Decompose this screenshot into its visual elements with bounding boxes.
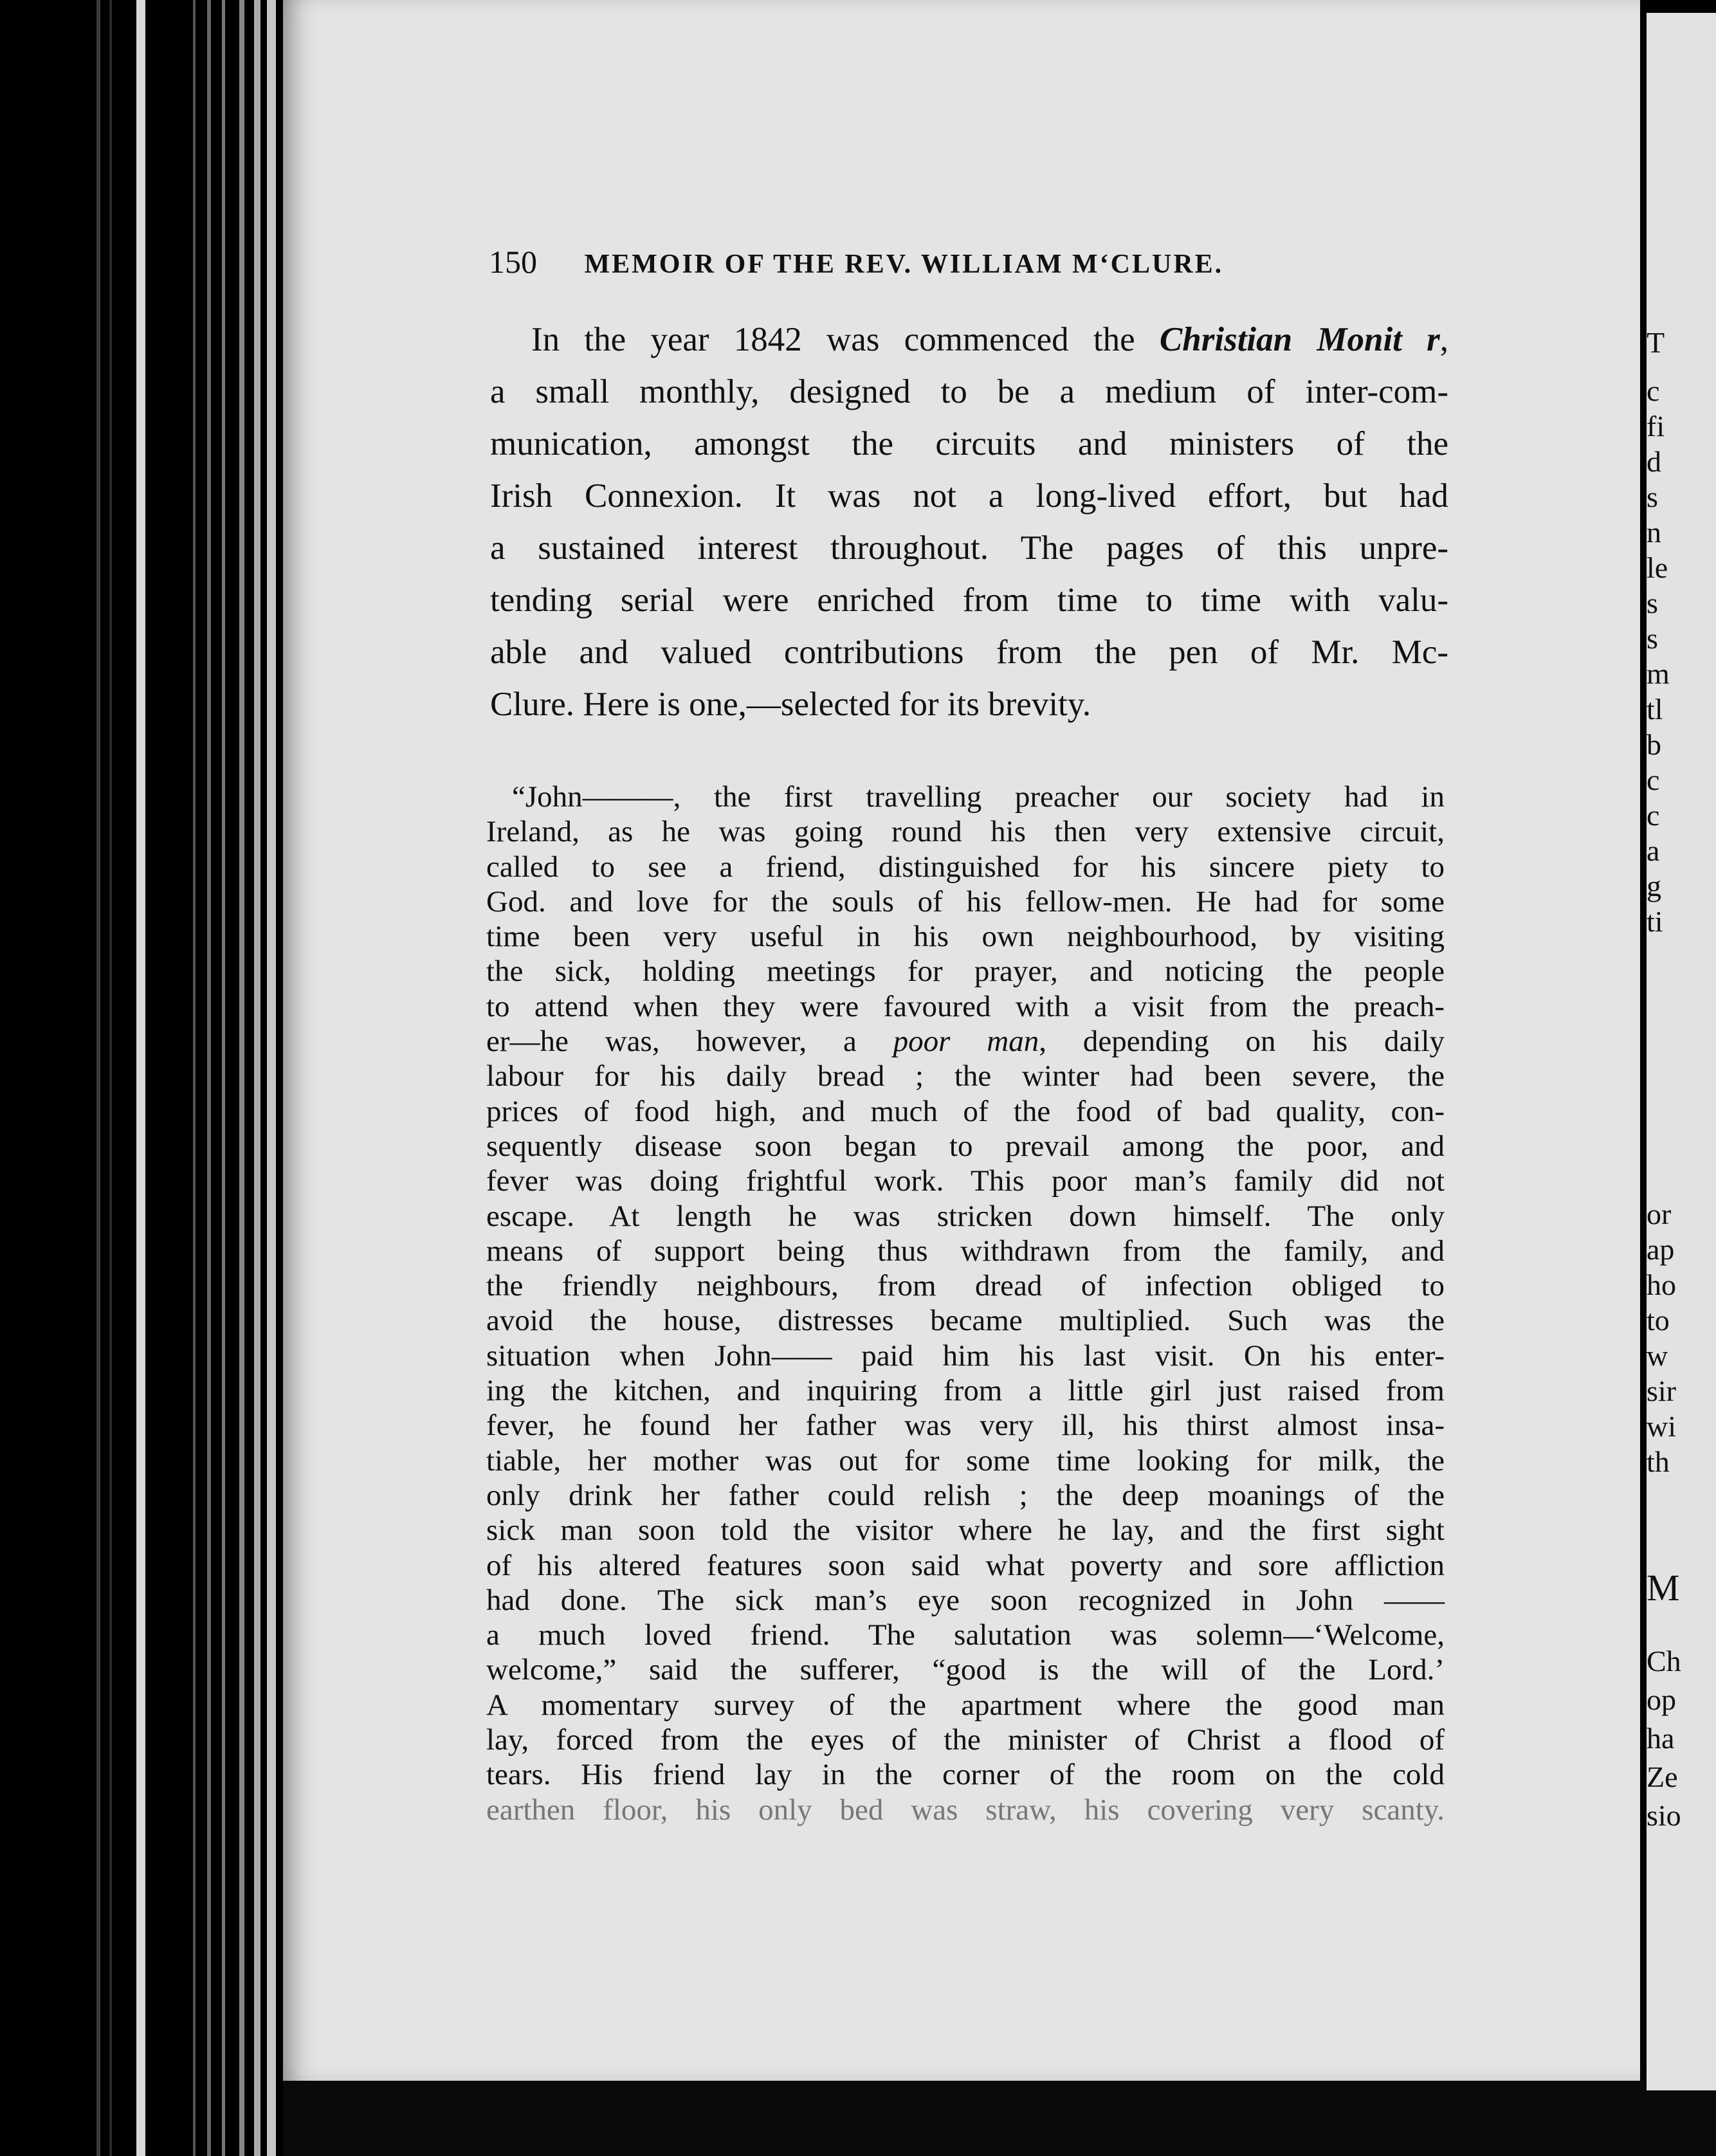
intro-paragraph: [490, 314, 1448, 731]
quote-line: prices of food high, and much of the food of bad quality, con-: [486, 1094, 1445, 1128]
quote-line: “John———, the first travelling preacher our society had in: [512, 780, 1445, 814]
running-title: MEMOIR OF THE REV. WILLIAM M‘CLURE.: [584, 250, 1224, 279]
facing-page-text: op: [1647, 1683, 1676, 1716]
intro-line: a small monthly, designed to be a medium of inter-com-: [490, 373, 1448, 410]
facing-page-text: ho: [1647, 1268, 1676, 1301]
facing-page-text: c: [1647, 763, 1660, 796]
quote-line: earthen floor, his only bed was straw, his covering very scanty.: [486, 1793, 1445, 1827]
facing-page-text: or: [1647, 1198, 1672, 1230]
quote-line: of his altered features soon said what poverty and sore affliction: [486, 1548, 1445, 1582]
facing-page-text: fi: [1647, 410, 1665, 443]
facing-page-text: s: [1647, 480, 1658, 513]
intro-line: able and valued contributions from the pen of Mr. Mc-: [490, 634, 1448, 671]
facing-page-text: g: [1647, 870, 1661, 902]
quote-line: the sick, holding meetings for prayer, and noticing the people: [486, 955, 1445, 989]
quote-line: fever was doing frightful work. This poor man’s family did not: [486, 1164, 1445, 1198]
page-number: 150: [489, 244, 537, 280]
quote-line: a much loved friend. The salutation was solemn—‘Welcome,: [486, 1618, 1445, 1652]
facing-page-text: M: [1647, 1567, 1680, 1609]
quote-line: lay, forced from the eyes of the minister of Christ a flood of: [486, 1723, 1445, 1757]
facing-page-text: ti: [1647, 905, 1663, 938]
facing-page-text: ap: [1647, 1233, 1675, 1266]
quote-line: Ireland, as he was going round his then very extensive circuit,: [486, 815, 1445, 849]
facing-page-text: c: [1647, 799, 1660, 832]
facing-page-text: m: [1647, 657, 1670, 690]
facing-page-text: s: [1647, 587, 1658, 619]
quote-line: A momentary survey of the apartment where the good man: [486, 1688, 1445, 1722]
italic-phrase: poor man: [893, 1025, 1039, 1059]
facing-page-text: Ze: [1647, 1760, 1678, 1793]
quote-line: situation when John—— paid him his last visit. On his enter-: [486, 1338, 1445, 1373]
running-head: [489, 243, 1325, 280]
facing-page-text: to: [1647, 1304, 1670, 1337]
facing-page-text: n: [1647, 516, 1661, 549]
intro-line: In the year 1842 was commenced the Christian Monit r,: [531, 321, 1448, 358]
quoted-passage: [486, 780, 1445, 1827]
facing-page-text: w: [1647, 1339, 1668, 1372]
quote-line: time been very useful in his own neighbourhood, by visiting: [486, 920, 1445, 954]
intro-line: a sustained interest throughout. The pages of this unpre-: [490, 529, 1448, 567]
facing-page-text: T: [1647, 326, 1665, 359]
facing-page-text: wi: [1647, 1410, 1676, 1443]
page-bottom-shadow: [283, 2081, 1716, 2156]
facing-page-text: a: [1647, 834, 1660, 867]
facing-page-text: s: [1647, 622, 1658, 655]
quote-line: avoid the house, distresses became multiplied. Such was the: [486, 1304, 1445, 1338]
quote-line: to attend when they were favoured with a visit from the preach-: [486, 989, 1445, 1023]
quote-line: means of support being thus withdrawn from the family, and: [486, 1234, 1445, 1268]
facing-page-text: sir: [1647, 1375, 1676, 1407]
facing-page-fragment: [1647, 13, 1716, 2090]
intro-line: munication, amongst the circuits and ministers of the: [490, 425, 1448, 462]
quote-line: sick man soon told the visitor where he lay, and the first sight: [486, 1513, 1445, 1548]
facing-page-text: le: [1647, 551, 1668, 584]
quote-line: labour for his daily bread ; the winter had been severe, the: [486, 1059, 1445, 1093]
quote-line: fever, he found her father was very ill, his thirst almost insa-: [486, 1409, 1445, 1443]
quote-line: had done. The sick man’s eye soon recognized in John ——: [486, 1583, 1445, 1617]
facing-page-text: sio: [1647, 1799, 1681, 1832]
facing-page-text: Ch: [1647, 1645, 1681, 1677]
quote-line: escape. At length he was stricken down himself. The only: [486, 1199, 1445, 1233]
facing-page-text: d: [1647, 445, 1661, 478]
intro-line: Clure. Here is one,—selected for its brevity.: [490, 686, 1091, 723]
quote-line: the friendly neighbours, from dread of infection obliged to: [486, 1269, 1445, 1303]
quote-line: welcome,” said the sufferer, “good is the will of the Lord.’: [486, 1653, 1445, 1687]
quote-line: God. and love for the souls of his fellow-men. He had for some: [486, 884, 1445, 918]
quote-line: tiable, her mother was out for some time looking for milk, the: [486, 1443, 1445, 1477]
quote-line: called to see a friend, distinguished for his sincere piety to: [486, 850, 1445, 884]
quote-line: er—he was, however, a poor man, depending on his daily: [486, 1025, 1445, 1059]
quote-line: only drink her father could relish ; the deep moanings of the: [486, 1478, 1445, 1512]
quote-line: ing the kitchen, and inquiring from a little girl just raised from: [486, 1374, 1445, 1408]
quote-line: sequently disease soon began to prevail among the poor, and: [486, 1129, 1445, 1163]
book-binding: [0, 0, 289, 2156]
italic-publication-title: Christian Monit r: [1159, 321, 1440, 358]
intro-line: Irish Connexion. It was not a long-lived effort, but had: [490, 477, 1448, 515]
intro-line: tending serial were enriched from time to time with valu-: [490, 581, 1448, 619]
facing-page-text: th: [1647, 1445, 1670, 1478]
facing-page-text: b: [1647, 728, 1661, 761]
facing-page-text: tl: [1647, 693, 1663, 726]
facing-page-text: ha: [1647, 1722, 1675, 1755]
quote-line: tears. His friend lay in the corner of the room on the cold: [486, 1758, 1445, 1792]
facing-page-text: c: [1647, 374, 1660, 407]
